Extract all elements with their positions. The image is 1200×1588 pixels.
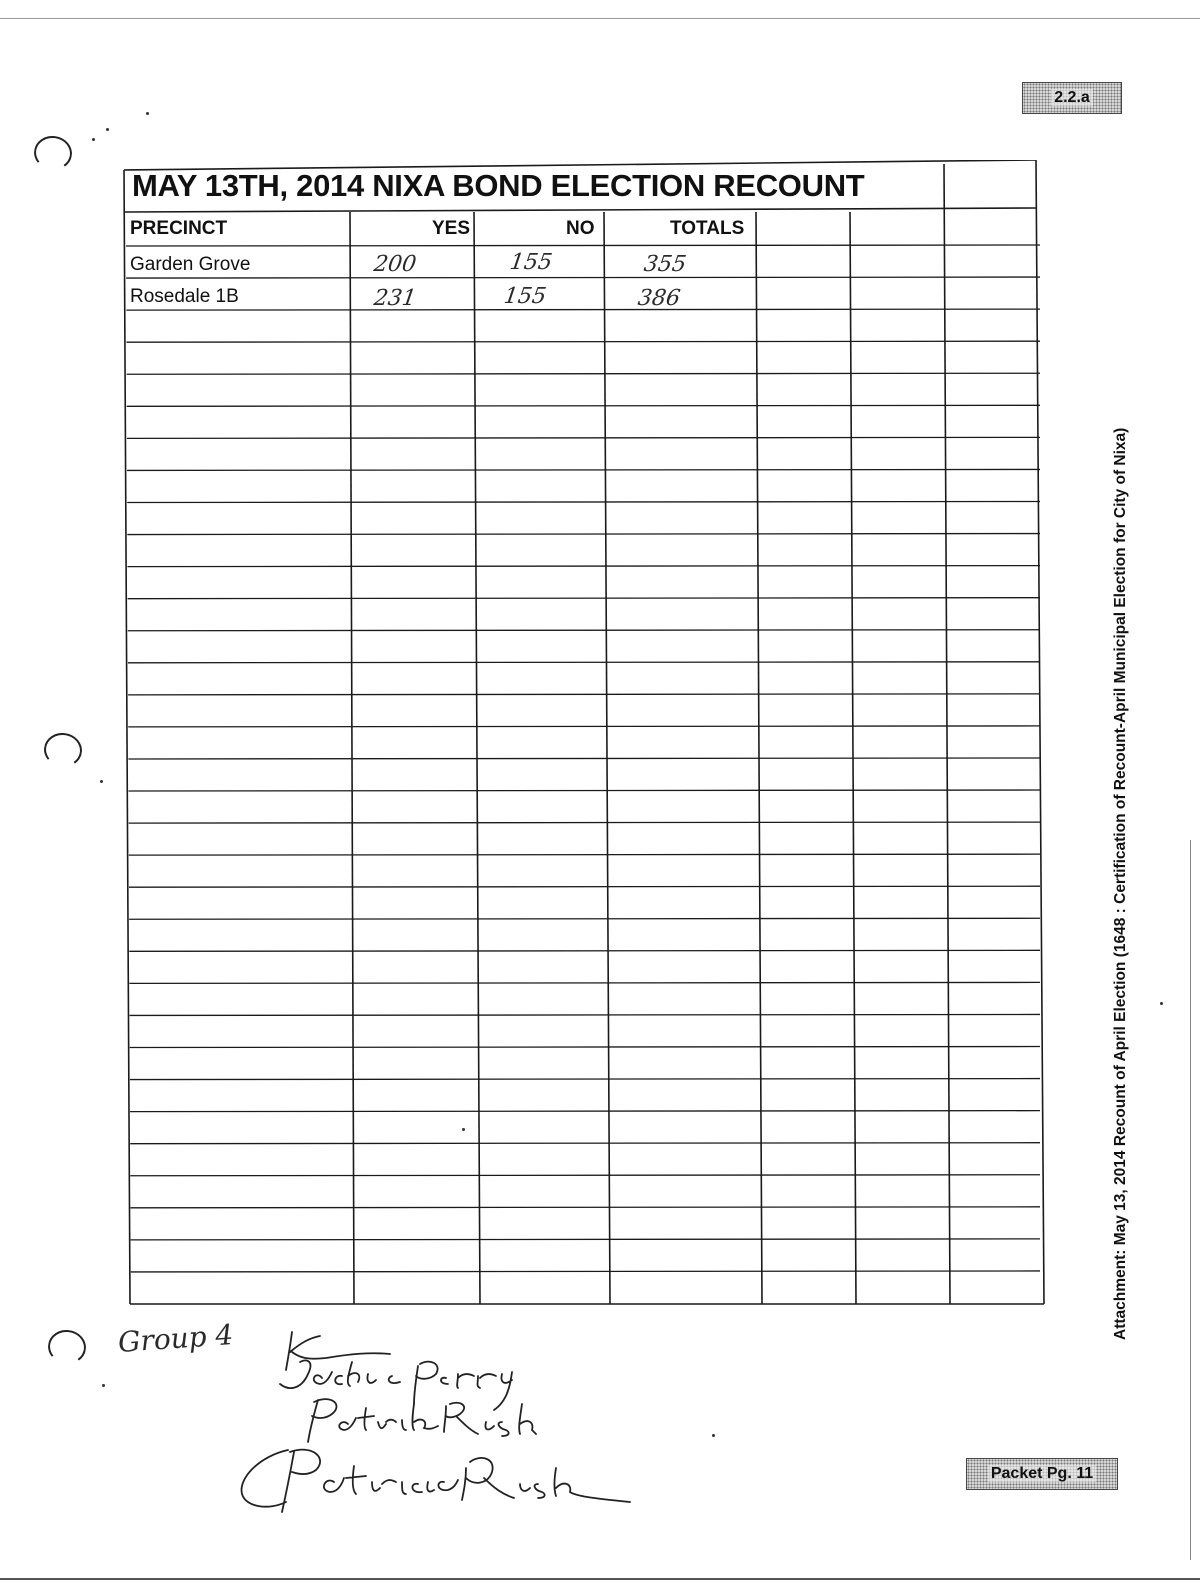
grid-row-line xyxy=(126,309,1040,310)
attachment-side-note: Attachment: May 13, 2014 Recount of April Election (1648 : Certification of Recount-April Municipal Election for City of Nixa) xyxy=(1112,427,1129,1340)
scan-edge-top xyxy=(0,18,1200,19)
grid-row-line xyxy=(128,630,1040,631)
grid-row-line xyxy=(128,694,1040,695)
grid-row-line xyxy=(127,501,1040,502)
page-id-stamp xyxy=(1022,82,1122,114)
yes-count-handwritten: 200 xyxy=(372,252,418,277)
grid-row-line xyxy=(130,1079,1040,1080)
grid-row-line xyxy=(131,1239,1040,1240)
yes-count-handwritten: 231 xyxy=(372,286,418,311)
grid-row-line xyxy=(128,566,1041,567)
grid-row-line xyxy=(129,950,1040,951)
grid-row-line xyxy=(130,1175,1040,1176)
scan-speck xyxy=(100,780,103,783)
grid-row-line xyxy=(129,790,1040,791)
punch-hole-middle xyxy=(42,731,84,770)
grid-row-line xyxy=(129,982,1040,983)
grid-row-line xyxy=(128,662,1040,663)
totals-count-handwritten: 355 xyxy=(642,252,688,277)
packet-page-stamp xyxy=(966,1458,1118,1490)
recount-tally-form xyxy=(122,160,1046,1308)
scan-speck xyxy=(1160,1002,1163,1005)
grid-row-line xyxy=(127,373,1040,374)
group-note-handwritten: Group 4 xyxy=(116,1318,235,1359)
grid-row-line xyxy=(126,341,1040,342)
grid-row-line xyxy=(127,469,1040,470)
grid-row-line xyxy=(126,277,1040,278)
page-id-stamp-text: 2.2.a xyxy=(1051,89,1093,106)
punch-hole-bottom xyxy=(46,1328,88,1367)
header-totals: TOTALS xyxy=(670,218,745,239)
scan-speck xyxy=(92,138,95,141)
grid-row-line xyxy=(127,534,1040,535)
signature-block xyxy=(230,1318,650,1528)
grid-row-line xyxy=(128,726,1040,727)
totals-count-handwritten: 386 xyxy=(636,286,682,311)
grid-row-line xyxy=(131,1207,1041,1208)
form-grid xyxy=(122,160,1046,1308)
grid-row-line xyxy=(131,1271,1040,1272)
precinct-cell: Garden Grove xyxy=(130,254,251,275)
grid-row-line xyxy=(130,1143,1040,1144)
header-precinct: PRECINCT xyxy=(130,218,228,239)
no-count-handwritten: 155 xyxy=(508,250,554,275)
handwritten-signatures xyxy=(230,1318,650,1528)
grid-row-line xyxy=(128,598,1040,599)
packet-page-stamp-text: Packet Pg. 11 xyxy=(988,1465,1096,1482)
precinct-cell: Rosedale 1B xyxy=(130,286,239,307)
grid-row-line xyxy=(130,1111,1040,1112)
grid-row-line xyxy=(130,1014,1040,1015)
scan-speck xyxy=(106,128,109,131)
header-no: NO xyxy=(566,218,595,239)
scan-speck xyxy=(712,1434,715,1437)
form-title: MAY 13TH, 2014 NIXA BOND ELECTION RECOUNT xyxy=(132,168,865,203)
scan-edge-right xyxy=(1190,840,1191,1560)
grid-row-line xyxy=(130,1047,1040,1048)
scan-speck xyxy=(102,1384,105,1387)
punch-hole-top xyxy=(32,134,74,173)
grid-row-line xyxy=(128,758,1040,759)
grid-row-line xyxy=(129,854,1040,855)
grid-row-line xyxy=(127,437,1040,438)
grid-row-line xyxy=(129,822,1040,823)
grid-row-line xyxy=(129,918,1040,919)
grid-row-line xyxy=(129,886,1040,887)
header-yes: YES xyxy=(432,218,471,239)
grid-row-line xyxy=(126,245,1040,246)
no-count-handwritten: 155 xyxy=(502,284,548,309)
scan-edge-bottom xyxy=(0,1578,1200,1580)
grid-row-line xyxy=(127,405,1040,406)
scan-speck xyxy=(146,112,149,115)
